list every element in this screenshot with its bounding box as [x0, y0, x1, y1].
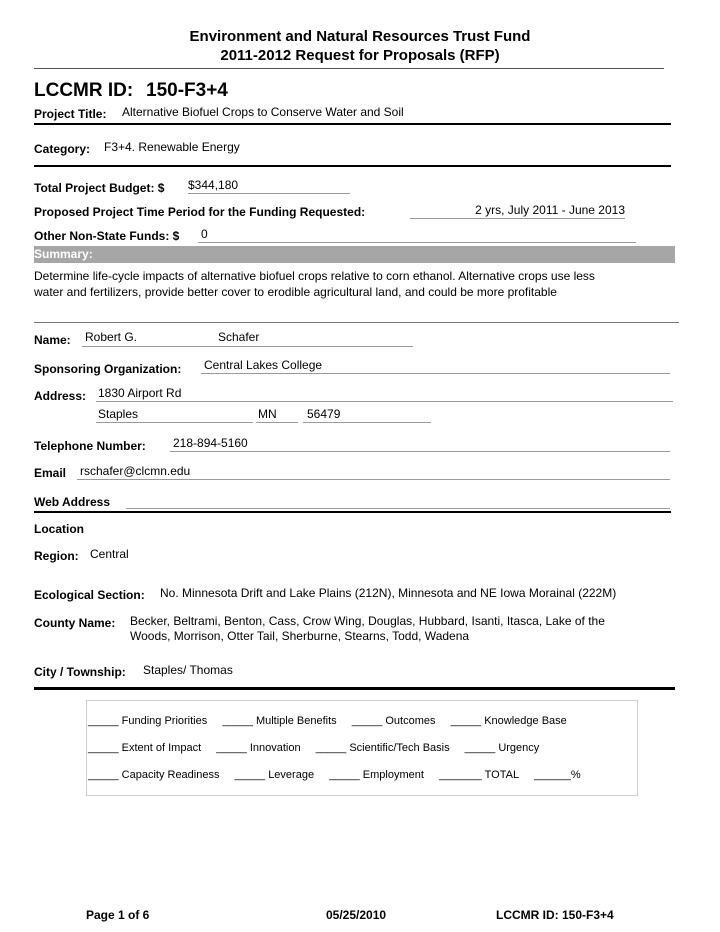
criteria-total: _______ TOTAL: [438, 769, 520, 781]
state-value: MN: [256, 407, 298, 423]
time-period-label: Proposed Project Time Period for the Funding Requested:: [34, 205, 366, 219]
criteria-row-2: [88, 742, 551, 754]
eco-label: Ecological Section:: [34, 588, 145, 602]
region-label: Region:: [34, 549, 79, 563]
summary-line2: water and fertilizers, provide better cover to erodible agricultural land, and could be more profitable: [34, 285, 557, 299]
web-value: [126, 493, 670, 509]
email-label: Email: [34, 466, 67, 480]
city-value: Staples: [96, 407, 253, 423]
header-divider: [34, 68, 664, 69]
category-value: F3+4. Renewable Energy: [104, 140, 240, 154]
location-heading: Location: [34, 522, 84, 536]
criteria-extent-of-impact: _____ Extent of Impact: [88, 742, 202, 754]
category-label: Category:: [34, 142, 91, 156]
criteria-knowledge-base: _____ Knowledge Base: [450, 715, 567, 727]
eco-value: No. Minnesota Drift and Lake Plains (212N), Minnesota and NE Iowa Morainal (222M): [160, 586, 617, 600]
divider-4: [34, 511, 671, 513]
time-period-value: 2 yrs, July 2011 - June 2013: [410, 203, 625, 219]
header-line2: 2011-2012 Request for Proposals (RFP): [220, 47, 500, 64]
divider-1: [34, 123, 671, 125]
criteria-multiple-benefits: _____ Multiple Benefits: [222, 715, 337, 727]
budget-value: $344,180: [188, 178, 350, 194]
id-value: 150-F3+4: [146, 80, 228, 101]
city-label: City / Township:: [34, 665, 126, 679]
id-label: LCCMR ID:: [34, 80, 134, 101]
phone-label: Telephone Number:: [34, 439, 146, 453]
other-funds-label: Other Non-State Funds: $: [34, 229, 180, 243]
criteria-scientific-basis: _____ Scientific/Tech Basis: [315, 742, 450, 754]
name-underline: [82, 345, 413, 347]
org-value: Central Lakes College: [201, 358, 670, 374]
zip-value: 56479: [303, 407, 431, 423]
other-funds-value: 0: [198, 227, 636, 243]
first-name: Robert G.: [85, 330, 138, 344]
county-label: County Name:: [34, 616, 116, 630]
footer-id: LCCMR ID: 150-F3+4: [496, 908, 614, 922]
region-value: Central: [90, 547, 129, 561]
divider-3: [34, 322, 679, 323]
criteria-row-1: [88, 715, 579, 727]
criteria-percent: ______%: [534, 769, 581, 781]
criteria-row-3: [88, 769, 593, 781]
criteria-funding-priorities: _____ Funding Priorities: [88, 715, 208, 727]
criteria-innovation: _____ Innovation: [216, 742, 301, 754]
org-label: Sponsoring Organization:: [34, 362, 182, 376]
criteria-leverage: _____ Leverage: [234, 769, 315, 781]
city-township-value: Staples/ Thomas: [143, 663, 233, 677]
project-title-value: Alternative Biofuel Crops to Conserve Water and Soil: [122, 105, 404, 119]
web-label: Web Address: [34, 495, 111, 509]
criteria-capacity-readiness: _____ Capacity Readiness: [88, 769, 220, 781]
project-title-label: Project Title:: [34, 107, 107, 121]
name-label: Name:: [34, 333, 71, 347]
criteria-employment: _____ Employment: [329, 769, 424, 781]
county-line1: Becker, Beltrami, Benton, Cass, Crow Wing, Douglas, Hubbard, Isanti, Itasca, Lake of the: [130, 614, 605, 628]
street-value: 1830 Airport Rd: [96, 386, 673, 402]
criteria-outcomes: _____ Outcomes: [351, 715, 436, 727]
footer-date: 05/25/2010: [326, 908, 387, 922]
budget-label: Total Project Budget: $: [34, 181, 165, 195]
divider-2: [34, 165, 671, 167]
header-line1: Environment and Natural Resources Trust Fund: [189, 28, 531, 45]
summary-label: Summary:: [34, 247, 93, 261]
phone-value: 218-894-5160: [170, 436, 670, 452]
last-name: Schafer: [218, 330, 260, 344]
address-label: Address:: [34, 389, 87, 403]
summary-bar: [34, 246, 675, 263]
county-line2: Woods, Morrison, Otter Tail, Sherburne, Stearns, Todd, Wadena: [130, 629, 470, 643]
footer-page: Page 1 of 6: [86, 908, 150, 922]
divider-5: [34, 687, 675, 690]
summary-line1: Determine life-cycle impacts of alternative biofuel crops relative to corn ethanol. Alternative crops use less: [34, 269, 595, 283]
criteria-urgency: _____ Urgency: [464, 742, 540, 754]
email-value: rschafer@clcmn.edu: [77, 464, 670, 480]
